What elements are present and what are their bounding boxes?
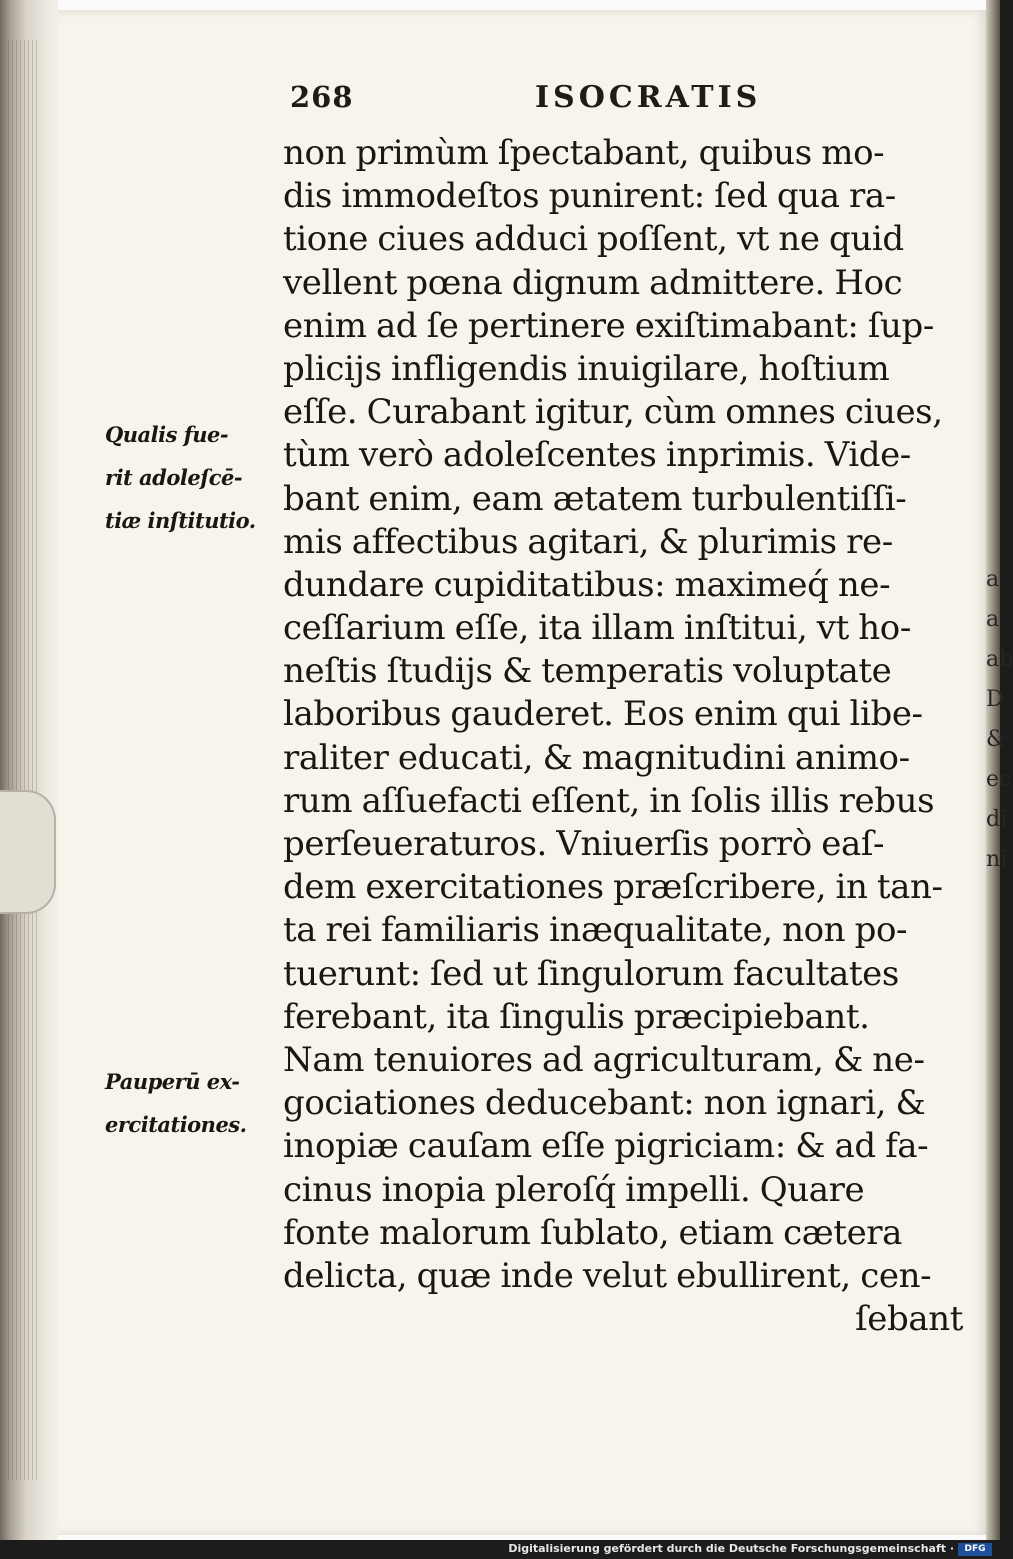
text-line: dis immodeſtos punirent: ſed qua ra- bbox=[283, 176, 896, 217]
text-line: cinus inopia pleroſq́ impelli. Quare bbox=[283, 1169, 865, 1210]
text-line: bant enim, eam ætatem turbulentiſſi- bbox=[283, 478, 907, 519]
text-line: Nam tenuiores ad agriculturam, & ne- bbox=[283, 1039, 925, 1080]
facing-letter: ab bbox=[986, 647, 1013, 672]
facing-letter: D bbox=[986, 687, 1004, 712]
text-line: vellent pœna dignum admittere. Hoc bbox=[283, 262, 903, 303]
text-line: eſſe. Curabant igitur, cùm omnes ciues, bbox=[283, 392, 943, 433]
book-clasp bbox=[0, 790, 56, 914]
text-line: neſtis ſtudijs & temperatis voluptate bbox=[283, 651, 892, 692]
text-line: inopiæ cauſam eſſe pigriciam: & ad fa- bbox=[283, 1126, 929, 1167]
text-line: laboribus gauderet. Eos enim qui libe- bbox=[283, 694, 923, 735]
facing-letter: di bbox=[986, 807, 1008, 832]
text-line: tuerunt: ſed ut ſingulorum facultates bbox=[283, 953, 899, 994]
text-line: mis affectibus agitari, & plurimis re- bbox=[283, 521, 893, 562]
facing-letter: a bbox=[986, 567, 1000, 592]
page-number: 268 bbox=[290, 80, 354, 114]
text-line: fonte malorum ſublato, etiam cætera bbox=[283, 1212, 903, 1253]
margin-note-line: Qualis fue- bbox=[105, 422, 229, 447]
facing-page-letters bbox=[986, 560, 1013, 880]
footer-credit: Digitalisierung gefördert durch die Deutsche Forschungsgemeinschaft · bbox=[508, 1542, 954, 1555]
facing-letter: ni bbox=[986, 847, 1008, 872]
text-line: dem exercitationes præſcribere, in tan- bbox=[283, 867, 943, 908]
text-line: tione ciues adduci poſſent, vt ne quid bbox=[283, 219, 904, 260]
text-line: ceſſarium eſſe, ita illam inſtitui, vt ho- bbox=[283, 608, 911, 649]
book-edge-left bbox=[0, 0, 58, 1540]
text-line: raliter educati, & magnitudini animo- bbox=[283, 737, 910, 778]
facing-letter: a bbox=[986, 607, 1000, 632]
text-line: enim ad ſe pertinere exiſtimabant: ſup- bbox=[283, 305, 934, 346]
facing-letter: ec bbox=[986, 767, 1012, 792]
text-line: rum aſſuefacti eſſent, in ſolis illis rebus bbox=[283, 780, 935, 821]
text-line: tùm verò adoleſcentes inprimis. Vide- bbox=[283, 435, 911, 476]
text-line: dundare cupiditatibus: maximeq́ ne- bbox=[283, 564, 891, 605]
text-line: delicta, quæ inde velut ebullirent, cen- bbox=[283, 1255, 932, 1296]
margin-note-poor bbox=[105, 1060, 275, 1146]
text-line: gociationes deducebant: non ignari, & bbox=[283, 1083, 926, 1124]
margin-note-line: ercitationes. bbox=[105, 1112, 247, 1137]
facing-letter: & bbox=[986, 727, 1006, 752]
margin-note-line: Pauperū ex- bbox=[105, 1069, 240, 1094]
dfg-logo: DFG bbox=[958, 1543, 992, 1556]
margin-note-line: rit adoleſcē- bbox=[105, 465, 243, 490]
text-line: ta rei familiaris inæqualitate, non po- bbox=[283, 910, 908, 951]
text-line: ferebant, ita ſingulis præcipiebant. bbox=[283, 996, 870, 1037]
running-title: ISOCRATIS bbox=[535, 80, 762, 115]
body-text bbox=[283, 132, 963, 1341]
margin-note-education bbox=[105, 413, 275, 542]
text-line: non primùm ſpectabant, quibus mo- bbox=[283, 133, 885, 173]
text-line: perſeueraturos. Vniuerſis porrò eaſ- bbox=[283, 824, 885, 864]
catchword: ſebant bbox=[855, 1299, 963, 1340]
margin-note-line: tiæ inſtitutio. bbox=[105, 508, 256, 533]
page-header bbox=[290, 80, 970, 120]
text-line: plicijs infligendis inuigilare, hoſtium bbox=[283, 348, 890, 389]
